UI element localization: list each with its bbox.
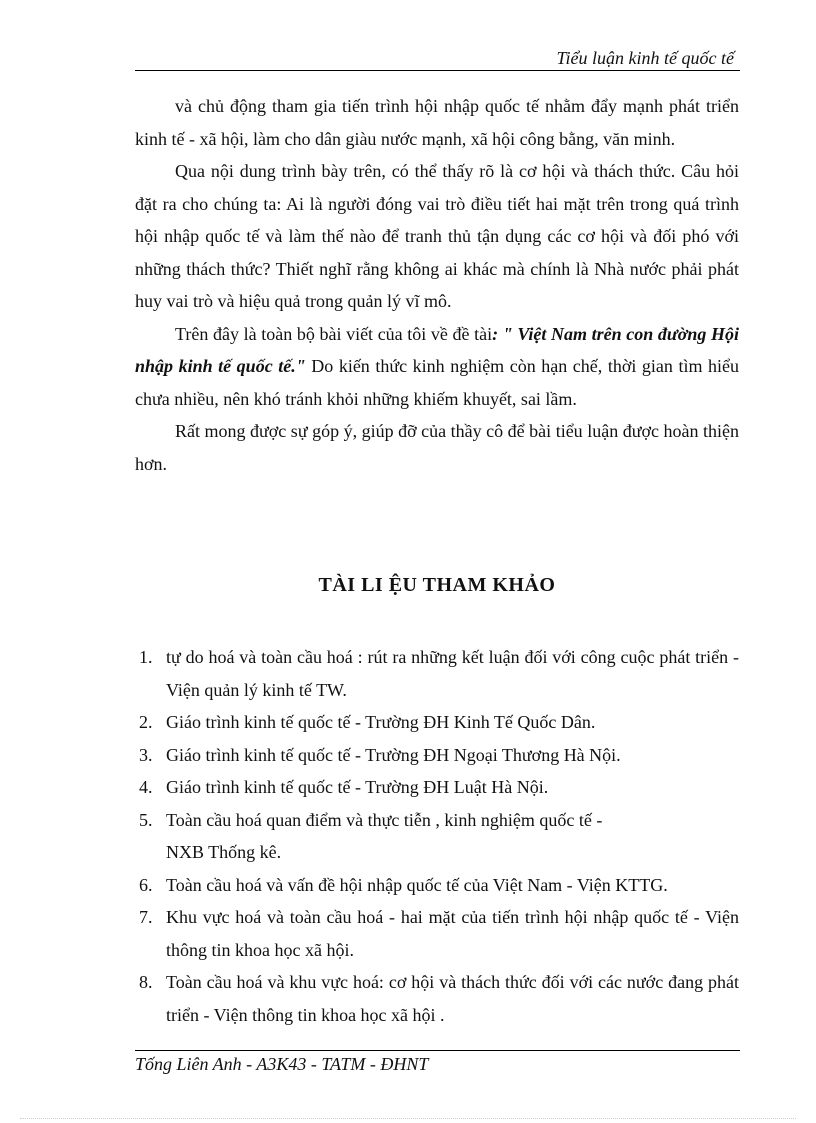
reference-number: 3. bbox=[139, 744, 153, 765]
reference-item bbox=[135, 966, 739, 1031]
paragraph-3 bbox=[135, 318, 739, 416]
reference-item bbox=[135, 641, 739, 706]
reference-number: 5. bbox=[139, 809, 153, 830]
reference-text: Giáo trình kinh tế quốc tế - Trường ĐH Ngoại Thương Hà Nội. bbox=[166, 744, 621, 765]
reference-item bbox=[135, 706, 739, 739]
reference-text-line-1: Toàn cầu hoá quan điểm và thực tiễn , kinh nghiệm quốc tế - bbox=[166, 809, 603, 830]
header-divider bbox=[135, 70, 740, 71]
reference-item bbox=[135, 901, 739, 966]
reference-text: Toàn cầu hoá và khu vực hoá: cơ hội và thách thức đối với các nước đang phát triển - Viện thông tin khoa học xã hội . bbox=[166, 972, 739, 1025]
reference-text-line-2: NXB Thống kê. bbox=[166, 842, 282, 862]
reference-text: Khu vực hoá và toàn cầu hoá - hai mặt của tiến trình hội nhập quốc tế - Viện thông tin khoa học xã hội. bbox=[166, 907, 739, 960]
references-heading: TÀI LI ỆU THAM KHẢO bbox=[318, 574, 556, 596]
reference-item bbox=[135, 739, 739, 772]
reference-number: 2. bbox=[139, 712, 153, 732]
paragraph-2: Qua nội dung trình bày trên, có thể thấy rõ là cơ hội và thách thức. Câu hỏi đặt ra cho chúng ta: Ai là người đóng vai trò điều tiết hai mặt trên trong quá trình hội nhập quốc tế và làm thế nào để tranh thủ tận dụng các cơ hội và đối phó với những thách thức? Thiết nghĩ rằng không ai khác mà chính là Nhà nước phải phát huy vai trò và hiệu quả trong quản lý vĩ mô. bbox=[135, 161, 739, 311]
reference-item bbox=[135, 804, 739, 869]
paragraph-4: Rất mong được sự góp ý, giúp đỡ của thầy cô để bài tiểu luận được hoàn thiện hơn. bbox=[135, 421, 739, 474]
reference-number: 4. bbox=[139, 777, 153, 797]
footer-divider bbox=[135, 1050, 740, 1051]
paragraph-1: và chủ động tham gia tiến trình hội nhập quốc tế nhằm đẩy mạnh phát triển kinh tế - xã hội, làm cho dân giàu nước mạnh, xã hội công bằng, văn minh. bbox=[135, 96, 739, 149]
paragraph-3-tail: Do kiến thức kinh nghiệm còn hạn chế, thời gian tìm hiểu chưa nhiều, nên khó tránh khỏi những khiếm khuyết, sai lầm. bbox=[135, 356, 739, 409]
reference-number: 8. bbox=[139, 972, 153, 992]
essay-topic-emphasis: : " Việt Nam trên con đường Hội nhập kinh tế quốc tế." bbox=[135, 323, 740, 376]
header-title: Tiểu luận kinh tế quốc tế bbox=[556, 48, 734, 68]
reference-text: Giáo trình kinh tế quốc tế - Trường ĐH Kinh Tế Quốc Dân. bbox=[166, 712, 596, 732]
reference-item bbox=[135, 771, 739, 804]
reference-text: tự do hoá và toàn cầu hoá : rút ra những kết luận đối với công cuộc phát triển - Viện quản lý kinh tế TW. bbox=[166, 647, 739, 700]
paragraph-3-lead: Trên đây là toàn bộ bài viết của tôi về đề tài bbox=[175, 323, 493, 344]
reference-number: 6. bbox=[139, 874, 153, 895]
reference-item bbox=[135, 869, 739, 902]
reference-number: 7. bbox=[139, 907, 153, 927]
reference-text: Toàn cầu hoá và vấn đề hội nhập quốc tế của Việt Nam - Viện KTTG. bbox=[166, 874, 668, 895]
reference-number: 1. bbox=[139, 647, 153, 667]
reference-text: Giáo trình kinh tế quốc tế - Trường ĐH Luật Hà Nội. bbox=[166, 777, 549, 797]
references-list bbox=[135, 641, 739, 1031]
footer-author: Tống Liên Anh - A3K43 - TATM - ĐHNT bbox=[135, 1054, 429, 1074]
page-bottom-edge bbox=[20, 1118, 796, 1119]
body-text bbox=[135, 90, 739, 480]
